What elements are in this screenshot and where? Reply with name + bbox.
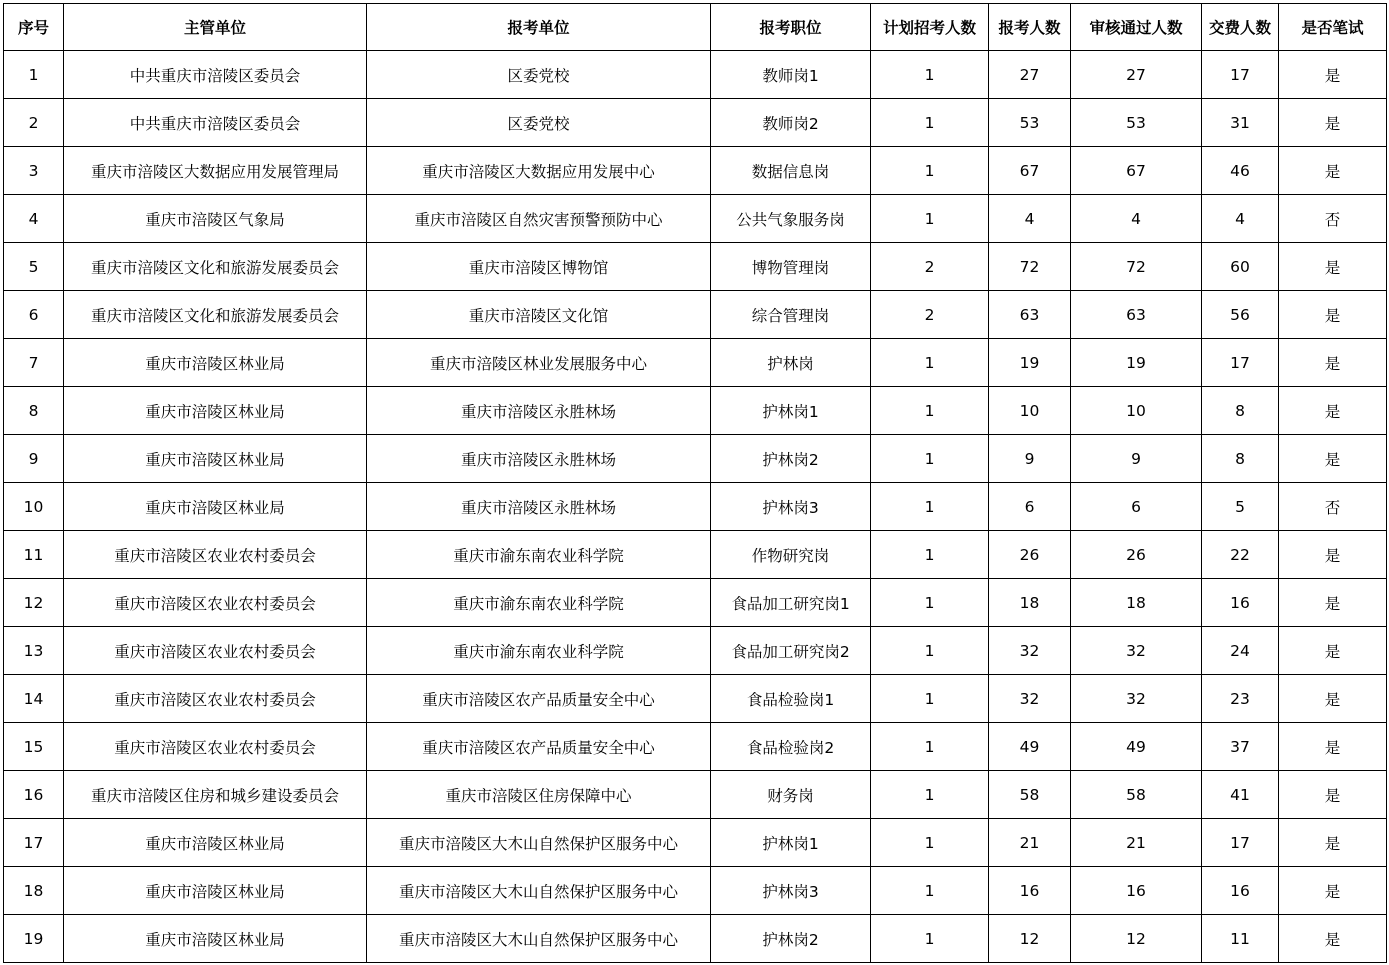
cell-seq: 9 (4, 435, 64, 483)
cell-paid-count: 17 (1202, 51, 1279, 99)
cell-applied-unit: 重庆市涪陵区大木山自然保护区服务中心 (367, 819, 711, 867)
cell-paid-count: 17 (1202, 819, 1279, 867)
cell-applicant-count: 32 (989, 627, 1071, 675)
cell-applied-unit: 重庆市涪陵区林业发展服务中心 (367, 339, 711, 387)
cell-supervising-unit: 重庆市涪陵区气象局 (64, 195, 367, 243)
cell-written-exam: 是 (1279, 147, 1387, 195)
cell-planned-count: 1 (871, 435, 989, 483)
cell-applied-unit: 重庆市涪陵区永胜林场 (367, 387, 711, 435)
cell-applicant-count: 6 (989, 483, 1071, 531)
table-row (4, 147, 1387, 195)
cell-planned-count: 1 (871, 195, 989, 243)
cell-seq: 18 (4, 867, 64, 915)
cell-paid-count: 41 (1202, 771, 1279, 819)
cell-planned-count: 1 (871, 99, 989, 147)
cell-planned-count: 1 (871, 387, 989, 435)
cell-planned-count: 1 (871, 867, 989, 915)
cell-paid-count: 5 (1202, 483, 1279, 531)
table-row (4, 195, 1387, 243)
cell-seq: 15 (4, 723, 64, 771)
cell-planned-count: 1 (871, 483, 989, 531)
cell-applicant-count: 58 (989, 771, 1071, 819)
cell-planned-count: 1 (871, 51, 989, 99)
cell-applied-unit: 区委党校 (367, 51, 711, 99)
cell-approved-count: 32 (1071, 627, 1202, 675)
cell-approved-count: 12 (1071, 915, 1202, 963)
cell-seq: 11 (4, 531, 64, 579)
cell-applied-unit: 重庆市涪陵区大数据应用发展中心 (367, 147, 711, 195)
cell-written-exam: 是 (1279, 627, 1387, 675)
cell-position: 护林岗3 (711, 867, 871, 915)
cell-planned-count: 1 (871, 579, 989, 627)
cell-applicant-count: 53 (989, 99, 1071, 147)
header-applied-unit: 报考单位 (367, 4, 711, 51)
cell-applied-unit: 重庆市涪陵区农产品质量安全中心 (367, 675, 711, 723)
cell-written-exam: 否 (1279, 195, 1387, 243)
cell-paid-count: 46 (1202, 147, 1279, 195)
cell-approved-count: 63 (1071, 291, 1202, 339)
cell-paid-count: 24 (1202, 627, 1279, 675)
cell-approved-count: 67 (1071, 147, 1202, 195)
cell-written-exam: 否 (1279, 483, 1387, 531)
cell-written-exam: 是 (1279, 243, 1387, 291)
cell-seq: 7 (4, 339, 64, 387)
cell-applied-unit: 重庆市涪陵区农产品质量安全中心 (367, 723, 711, 771)
cell-approved-count: 18 (1071, 579, 1202, 627)
table-row (4, 579, 1387, 627)
cell-approved-count: 9 (1071, 435, 1202, 483)
cell-supervising-unit: 重庆市涪陵区农业农村委员会 (64, 627, 367, 675)
cell-planned-count: 1 (871, 819, 989, 867)
table-row (4, 675, 1387, 723)
table-row (4, 867, 1387, 915)
cell-paid-count: 31 (1202, 99, 1279, 147)
cell-applied-unit: 重庆市渝东南农业科学院 (367, 627, 711, 675)
header-written-exam: 是否笔试 (1279, 4, 1387, 51)
cell-approved-count: 10 (1071, 387, 1202, 435)
cell-applied-unit: 重庆市涪陵区大木山自然保护区服务中心 (367, 867, 711, 915)
cell-approved-count: 6 (1071, 483, 1202, 531)
cell-seq: 4 (4, 195, 64, 243)
cell-applicant-count: 10 (989, 387, 1071, 435)
cell-approved-count: 49 (1071, 723, 1202, 771)
cell-planned-count: 1 (871, 531, 989, 579)
cell-planned-count: 2 (871, 243, 989, 291)
cell-approved-count: 53 (1071, 99, 1202, 147)
cell-written-exam: 是 (1279, 675, 1387, 723)
cell-applicant-count: 21 (989, 819, 1071, 867)
cell-applicant-count: 18 (989, 579, 1071, 627)
cell-planned-count: 1 (871, 771, 989, 819)
cell-written-exam: 是 (1279, 723, 1387, 771)
cell-position: 博物管理岗 (711, 243, 871, 291)
cell-supervising-unit: 重庆市涪陵区住房和城乡建设委员会 (64, 771, 367, 819)
cell-planned-count: 1 (871, 915, 989, 963)
cell-supervising-unit: 中共重庆市涪陵区委员会 (64, 51, 367, 99)
cell-position: 教师岗2 (711, 99, 871, 147)
cell-seq: 5 (4, 243, 64, 291)
cell-seq: 17 (4, 819, 64, 867)
cell-applied-unit: 重庆市涪陵区文化馆 (367, 291, 711, 339)
cell-applied-unit: 重庆市涪陵区自然灾害预警预防中心 (367, 195, 711, 243)
cell-applicant-count: 63 (989, 291, 1071, 339)
cell-supervising-unit: 中共重庆市涪陵区委员会 (64, 99, 367, 147)
cell-applied-unit: 重庆市涪陵区博物馆 (367, 243, 711, 291)
cell-written-exam: 是 (1279, 579, 1387, 627)
cell-applied-unit: 重庆市涪陵区永胜林场 (367, 435, 711, 483)
cell-position: 护林岗1 (711, 819, 871, 867)
cell-paid-count: 8 (1202, 387, 1279, 435)
cell-paid-count: 16 (1202, 867, 1279, 915)
header-seq: 序号 (4, 4, 64, 51)
cell-seq: 13 (4, 627, 64, 675)
cell-applicant-count: 27 (989, 51, 1071, 99)
cell-applicant-count: 49 (989, 723, 1071, 771)
cell-paid-count: 60 (1202, 243, 1279, 291)
table-row (4, 483, 1387, 531)
cell-seq: 16 (4, 771, 64, 819)
cell-seq: 3 (4, 147, 64, 195)
cell-seq: 10 (4, 483, 64, 531)
cell-position: 护林岗2 (711, 435, 871, 483)
cell-applicant-count: 12 (989, 915, 1071, 963)
header-applicant-count: 报考人数 (989, 4, 1071, 51)
cell-seq: 6 (4, 291, 64, 339)
cell-position: 护林岗3 (711, 483, 871, 531)
table-row (4, 339, 1387, 387)
cell-supervising-unit: 重庆市涪陵区林业局 (64, 915, 367, 963)
cell-position: 食品检验岗1 (711, 675, 871, 723)
cell-planned-count: 1 (871, 723, 989, 771)
table-row (4, 531, 1387, 579)
cell-planned-count: 1 (871, 675, 989, 723)
cell-applied-unit: 重庆市涪陵区住房保障中心 (367, 771, 711, 819)
cell-written-exam: 是 (1279, 771, 1387, 819)
cell-paid-count: 11 (1202, 915, 1279, 963)
cell-written-exam: 是 (1279, 867, 1387, 915)
cell-approved-count: 58 (1071, 771, 1202, 819)
cell-applicant-count: 67 (989, 147, 1071, 195)
cell-written-exam: 是 (1279, 531, 1387, 579)
cell-supervising-unit: 重庆市涪陵区农业农村委员会 (64, 579, 367, 627)
cell-seq: 2 (4, 99, 64, 147)
cell-paid-count: 22 (1202, 531, 1279, 579)
cell-paid-count: 8 (1202, 435, 1279, 483)
cell-seq: 19 (4, 915, 64, 963)
cell-applicant-count: 72 (989, 243, 1071, 291)
cell-supervising-unit: 重庆市涪陵区农业农村委员会 (64, 531, 367, 579)
cell-written-exam: 是 (1279, 291, 1387, 339)
header-position: 报考职位 (711, 4, 871, 51)
table-row (4, 819, 1387, 867)
header-supervising-unit: 主管单位 (64, 4, 367, 51)
cell-seq: 8 (4, 387, 64, 435)
cell-supervising-unit: 重庆市涪陵区文化和旅游发展委员会 (64, 243, 367, 291)
cell-applicant-count: 16 (989, 867, 1071, 915)
cell-applied-unit: 重庆市涪陵区大木山自然保护区服务中心 (367, 915, 711, 963)
recruitment-table (3, 3, 1387, 963)
cell-position: 食品加工研究岗1 (711, 579, 871, 627)
table-row (4, 51, 1387, 99)
header-row (4, 4, 1387, 51)
cell-position: 综合管理岗 (711, 291, 871, 339)
cell-paid-count: 56 (1202, 291, 1279, 339)
cell-planned-count: 1 (871, 147, 989, 195)
table-row (4, 243, 1387, 291)
cell-written-exam: 是 (1279, 387, 1387, 435)
header-approved-count: 审核通过人数 (1071, 4, 1202, 51)
cell-position: 食品检验岗2 (711, 723, 871, 771)
cell-applied-unit: 重庆市渝东南农业科学院 (367, 579, 711, 627)
table-row (4, 627, 1387, 675)
cell-supervising-unit: 重庆市涪陵区文化和旅游发展委员会 (64, 291, 367, 339)
cell-planned-count: 2 (871, 291, 989, 339)
cell-approved-count: 19 (1071, 339, 1202, 387)
table-row (4, 291, 1387, 339)
cell-supervising-unit: 重庆市涪陵区农业农村委员会 (64, 723, 367, 771)
header-planned-count: 计划招考人数 (871, 4, 989, 51)
cell-paid-count: 4 (1202, 195, 1279, 243)
table-row (4, 387, 1387, 435)
cell-supervising-unit: 重庆市涪陵区林业局 (64, 435, 367, 483)
cell-position: 公共气象服务岗 (711, 195, 871, 243)
cell-supervising-unit: 重庆市涪陵区林业局 (64, 867, 367, 915)
cell-position: 数据信息岗 (711, 147, 871, 195)
table-row (4, 435, 1387, 483)
cell-supervising-unit: 重庆市涪陵区农业农村委员会 (64, 675, 367, 723)
cell-seq: 14 (4, 675, 64, 723)
cell-seq: 12 (4, 579, 64, 627)
cell-supervising-unit: 重庆市涪陵区林业局 (64, 819, 367, 867)
cell-paid-count: 17 (1202, 339, 1279, 387)
cell-applicant-count: 4 (989, 195, 1071, 243)
cell-supervising-unit: 重庆市涪陵区林业局 (64, 339, 367, 387)
cell-written-exam: 是 (1279, 915, 1387, 963)
cell-paid-count: 37 (1202, 723, 1279, 771)
cell-paid-count: 23 (1202, 675, 1279, 723)
table-row (4, 915, 1387, 963)
cell-applied-unit: 重庆市渝东南农业科学院 (367, 531, 711, 579)
cell-approved-count: 27 (1071, 51, 1202, 99)
cell-approved-count: 4 (1071, 195, 1202, 243)
cell-position: 护林岗 (711, 339, 871, 387)
cell-approved-count: 32 (1071, 675, 1202, 723)
cell-planned-count: 1 (871, 627, 989, 675)
cell-applied-unit: 重庆市涪陵区永胜林场 (367, 483, 711, 531)
cell-position: 作物研究岗 (711, 531, 871, 579)
cell-approved-count: 21 (1071, 819, 1202, 867)
cell-applicant-count: 19 (989, 339, 1071, 387)
cell-position: 教师岗1 (711, 51, 871, 99)
cell-approved-count: 26 (1071, 531, 1202, 579)
cell-approved-count: 16 (1071, 867, 1202, 915)
table-row (4, 771, 1387, 819)
cell-applicant-count: 9 (989, 435, 1071, 483)
cell-written-exam: 是 (1279, 51, 1387, 99)
table-row (4, 723, 1387, 771)
cell-applicant-count: 32 (989, 675, 1071, 723)
cell-position: 食品加工研究岗2 (711, 627, 871, 675)
cell-position: 护林岗1 (711, 387, 871, 435)
cell-position: 财务岗 (711, 771, 871, 819)
cell-seq: 1 (4, 51, 64, 99)
cell-approved-count: 72 (1071, 243, 1202, 291)
cell-paid-count: 16 (1202, 579, 1279, 627)
cell-supervising-unit: 重庆市涪陵区林业局 (64, 483, 367, 531)
table-body (4, 51, 1387, 963)
header-paid-count: 交费人数 (1202, 4, 1279, 51)
cell-written-exam: 是 (1279, 435, 1387, 483)
cell-planned-count: 1 (871, 339, 989, 387)
cell-written-exam: 是 (1279, 339, 1387, 387)
cell-applied-unit: 区委党校 (367, 99, 711, 147)
cell-supervising-unit: 重庆市涪陵区大数据应用发展管理局 (64, 147, 367, 195)
table-row (4, 99, 1387, 147)
cell-position: 护林岗2 (711, 915, 871, 963)
cell-applicant-count: 26 (989, 531, 1071, 579)
cell-supervising-unit: 重庆市涪陵区林业局 (64, 387, 367, 435)
cell-written-exam: 是 (1279, 819, 1387, 867)
cell-written-exam: 是 (1279, 99, 1387, 147)
